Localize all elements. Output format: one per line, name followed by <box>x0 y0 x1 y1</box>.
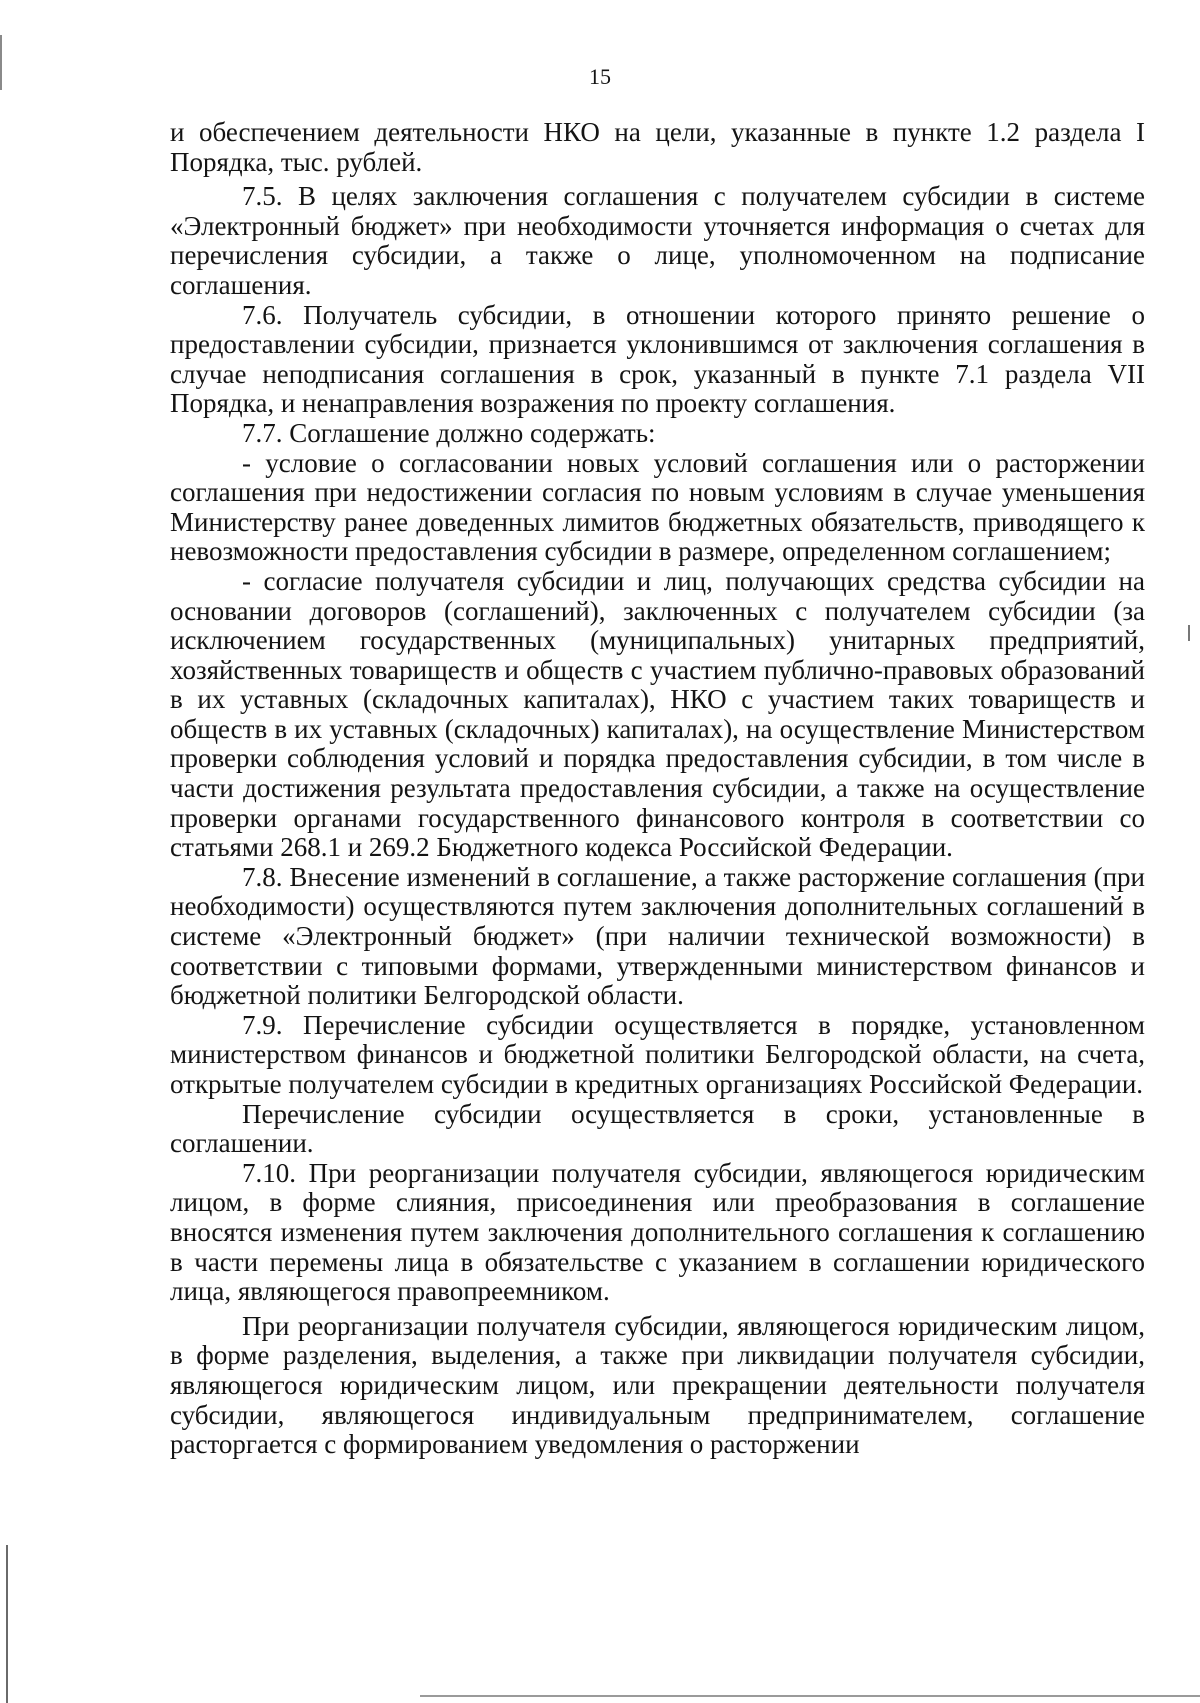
paragraph-7-10: 7.10. При реорганизации получателя субсидии, являющегося юридическим лицом, в форме слияния, присоединения или преобразования в соглашение вносятся изменения путем заключения дополнительного соглашения к соглашению в части перемены лица в обязательстве с указанием в соглашении юридического лица, являющегося правопреемником. <box>170 1157 1145 1307</box>
paragraph-7-9: 7.9. Перечисление субсидии осуществляется в порядке, установленном министерством финансов и бюджетной политики Белгородской области, на счета, открытые получателем субсидии в кредитных организациях Российской Федерации. <box>170 1009 1145 1099</box>
scan-edge-mark <box>1188 625 1190 641</box>
paragraph-7-8: 7.8. Внесение изменений в соглашение, а также расторжение соглашения (при необходимости) осуществляются путем заключения дополнительных соглашений в системе «Электронный бюджет» (при наличии технической возможности) в соответствии с типовыми формами, утвержденными министерством финансов и бюджетной политики Белгородской области. <box>170 861 1145 1011</box>
paragraph-7-6: 7.6. Получатель субсидии, в отношении которого принято решение о предоставлении субсидии, признается уклонившимся от заключения соглашения в случае неподписания соглашения в срок, указанный в пункте 7.1 раздела VII Порядка, и ненаправления возражения по проекту соглашения. <box>170 299 1145 419</box>
scan-edge-mark <box>6 1545 8 1703</box>
paragraph-7-10-reorganization: При реорганизации получателя субсидии, являющегося юридическим лицом, в форме разделения, выделения, а также при ликвидации получателя субсидии, являющегося юридическим лицом, или прекращении деятельности получателя субсидии, являющегося индивидуальным предпринимателем, соглашение расторгается с формированием уведомления о расторжении <box>170 1310 1145 1460</box>
paragraph-7-7: 7.7. Соглашение должно содержать: <box>242 417 656 448</box>
scan-bottom-line <box>420 1695 1200 1697</box>
paragraph-7-5: 7.5. В целях заключения соглашения с получателем субсидии в системе «Электронный бюджет» при необходимости уточняется информация о счетах для перечисления субсидии, а также о лице, уполномоченном на подписание соглашения. <box>170 181 1145 300</box>
page-number: 15 <box>589 64 611 89</box>
paragraph-7-7-item-1: - условие о согласовании новых условий соглашения или о расторжении соглашения при недостижении согласия по новым условиям в случае уменьшения Министерству ранее доведенных лимитов бюджетных обязательств, приводящего к невозможности предоставления субсидии в размере, определенном соглашением; <box>170 447 1145 567</box>
document-body <box>170 118 1145 1460</box>
paragraph-7-9-transfer-terms: Перечисление субсидии осуществляется в сроки, установленные в соглашении. <box>170 1098 1145 1159</box>
paragraph-7-7-item-2: - согласие получателя субсидии и лиц, получающих средства субсидии на основании договоров (соглашений), заключенных с получателем субсидии (за исключением государственных (муниципальных) унитарных предприятий, хозяйственных товариществ и обществ с участием публично-правовых образований в их уставных (складочных капиталах), НКО с участием таких товариществ и обществ в их уставных (складочных) капиталах), на осуществление Министерством проверки соблюдения условий и порядка предоставления субсидии, в том числе в части достижения результата предоставления субсидии, а также на осуществление проверки органами государственного финансового контроля в соответствии со статьями 268.1 и 269.2 Бюджетного кодекса Российской Федерации. <box>170 565 1145 863</box>
paragraph-continuation: и обеспечением деятельности НКО на цели, указанные в пункте 1.2 раздела I Порядка, тыс. рублей. <box>170 117 1145 177</box>
